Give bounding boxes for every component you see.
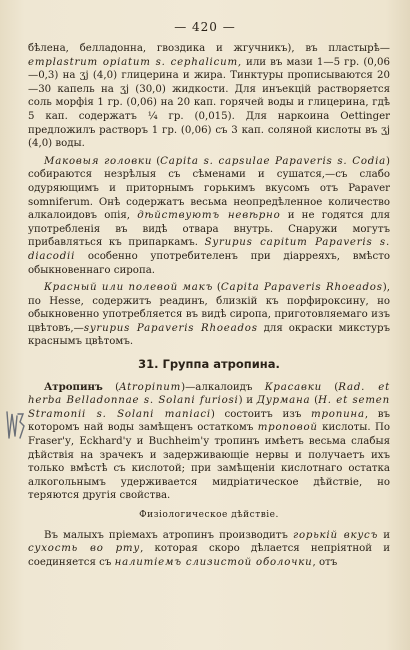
paragraph-opium-preparations: бѣлена, белладонна, гвоздика и жгучникъ), въ пластырѣ—emplastrum opiatum s. cephalicum, или въ мази 1—5 гр. (0,06—0,3) на ʒj (4,0) глицерина и жира. Тинктуры прописываются 20—30 капель на ʒj (30,0) жидкости. Для инъекцій растворяется соль морфія 1 гр. (0,06) на 20 кап. горячей воды и глицерина, гдѣ 5 кап. содержатъ ¼ гр. (0,015). Для наркоина Oettinger предложилъ растворъ 1 гр. (0,06) съ 3 кап. соляной кислоты въ ʒj (4,0) воды. <box>28 43 390 150</box>
paragraph-red-poppy: Красный или полевой макъ (Capita Papaveris Rhoeados), по Hesse, содержитъ реадинъ, близкій къ порфироксину, но обыкновенно употребляется въ видѣ сиропа, приготовляемаго изъ цвѣтовъ,—syrupus Papaveris Rhoeados для окраски микстуръ краснымъ цвѣтомъ. <box>28 282 390 348</box>
section-heading: 31. Группа атропина. <box>138 357 280 372</box>
body-text <box>28 42 390 573</box>
paragraph-small-doses: Въ малыхъ пріемахъ атропинъ производитъ горькій вкусъ и сухость во рту, которая скоро дѣлается непріятной и соединяется съ налитіемъ слизистой оболочки, отъ <box>28 529 390 568</box>
paragraph-poppy-heads: Маковыя головки (Capita s. capsulae Papaveris s. Codia) собираются незрѣлыя съ сѣменами и сушатся,—съ слабо одуряющимъ и приторнымъ горькимъ вкусомъ отъ Papaver somniferum. Онѣ содержатъ весьма неопредѣленное количество алкалоидовъ опія, дѣйствуютъ невѣрно и не годятся для употребленія въ видѣ отвара внутрь. Снаружи могутъ прибавляться къ припаркамъ. Syrupus capitum Papaveris s. diacodii особенно употребителенъ при діарреяхъ, вмѣсто обыкновеннаго сиропа. <box>28 155 390 276</box>
margin-pencil-mark <box>4 408 26 442</box>
paragraph-atropine: Атропинъ (Atropinum)—алкалоидъ Красавки (Rad. et herba Belladonnae s. Solani furiosi) и Дурмана (H. et semen Stramonii s. Solani maniaci) состоитъ изъ тропина, въ которомъ най воды замѣщенъ остаткомъ троповой кислоты. По Fraser'у, Eckhard'у и Buchheim'у тропинъ имѣетъ весьма слабыя дѣйствія на зрачекъ и задерживающіе нервы и получаетъ ихъ только вмѣстѣ съ кислотой; при замѣщеніи кислотнаго остатка алкогольнымъ удерживается мидріатическое дѣйствіе, но теряются другія свойства. <box>28 380 391 502</box>
page-number: — 420 — <box>174 20 236 34</box>
subheading-physiological-action: Физіологическое дѣйствіе. <box>139 510 279 520</box>
